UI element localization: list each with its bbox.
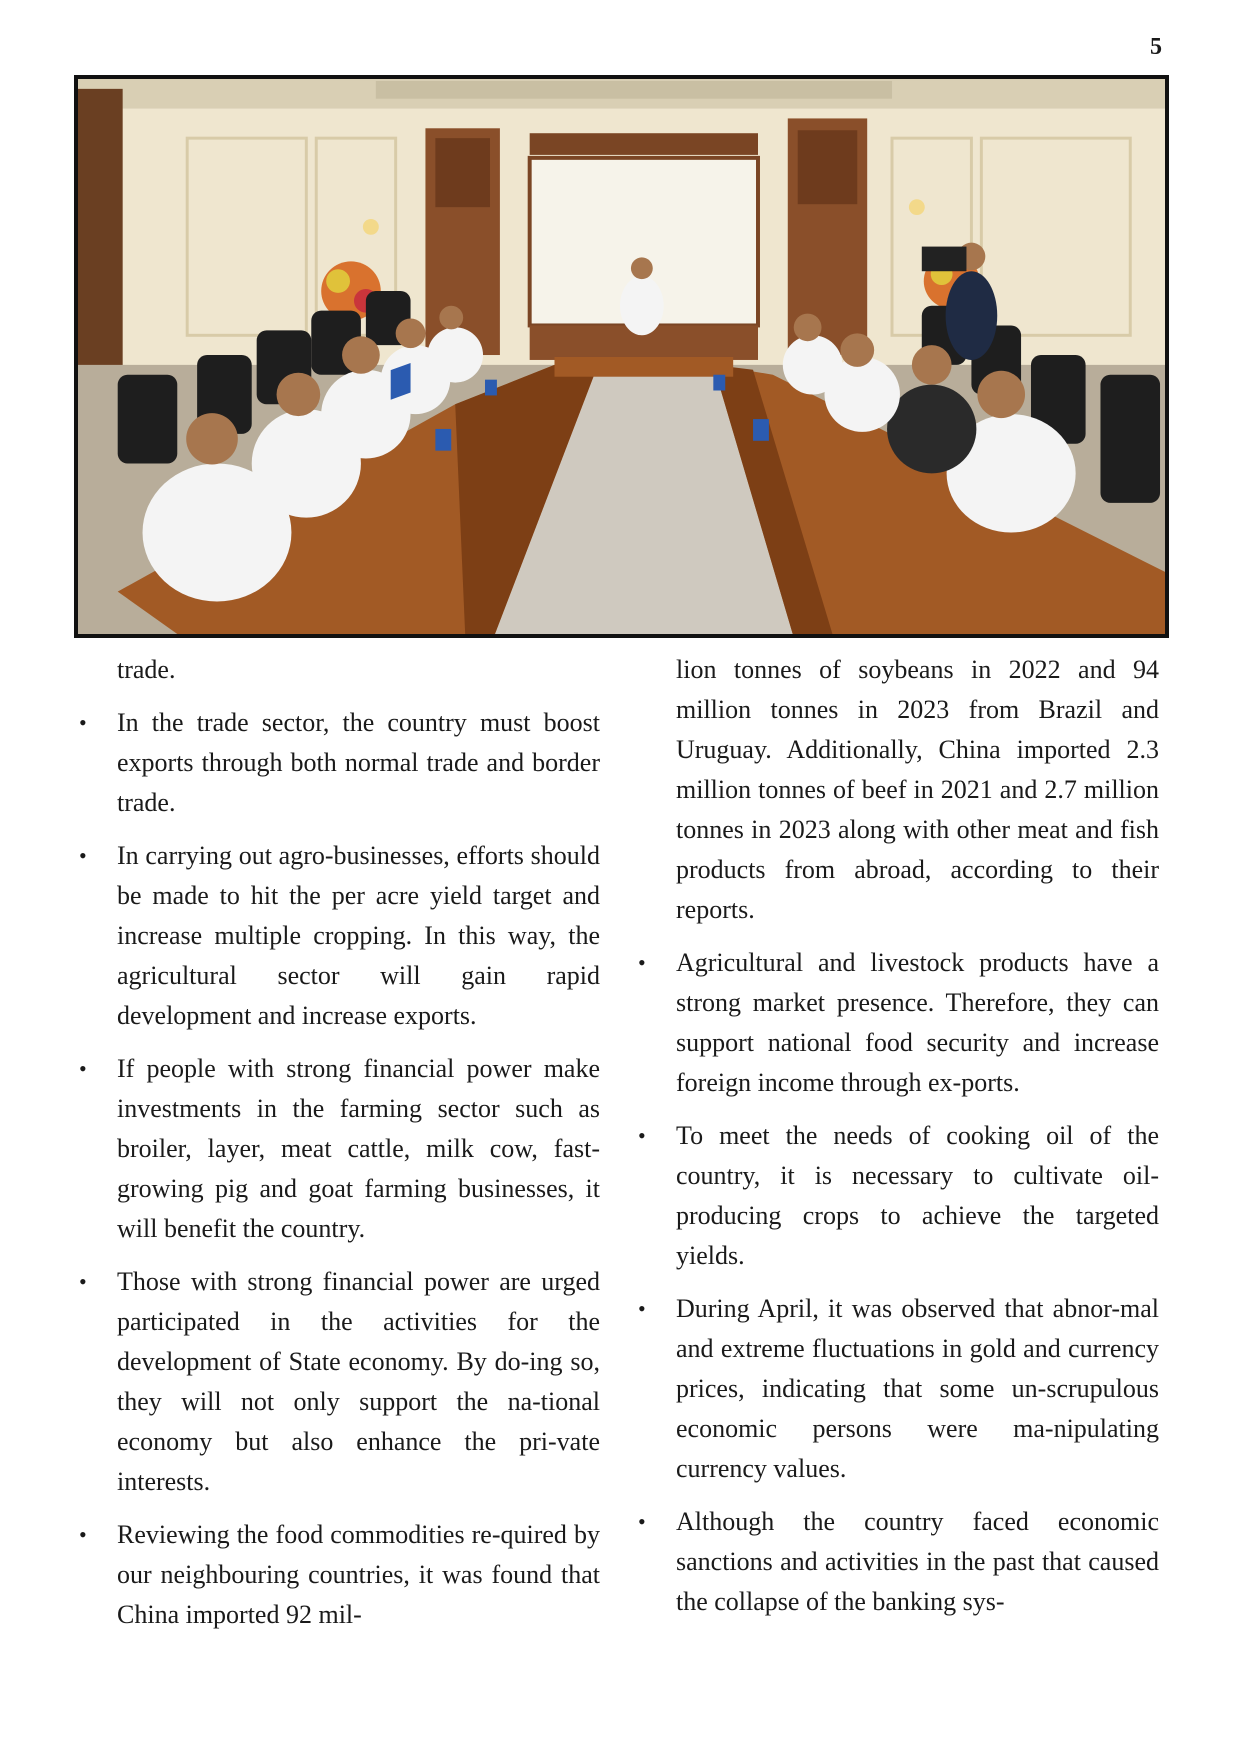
page-number: 5 (1150, 34, 1162, 60)
left-text-column (117, 650, 600, 1648)
bullet-item-market-presence: • Agricultural and livestock products have a strong market presence. Therefore, they can support national food security and increase foreign income through ex-ports. (676, 943, 1159, 1103)
bullet-item-trade-sector: • In the trade sector, the country must boost exports through both normal trade and border trade. (117, 703, 600, 823)
bullet-item-economic-sanctions: • Although the country faced economic sanctions and activities in the past that caused the collapse of the banking sys- (676, 1502, 1159, 1622)
bullet-item-currency-fluctuations: • During April, it was observed that abnor-mal and extreme fluctuations in gold and currency prices, indicating that some un-scrupulous economic persons were ma-nipulating currency values. (676, 1289, 1159, 1489)
bullet-item-farming-investment: • If people with strong financial power make investments in the farming sector such as broiler, layer, meat cattle, milk cow, fast-growing pig and goat farming businesses, it will benefit the country. (117, 1049, 600, 1249)
right-text-column (676, 650, 1159, 1635)
paragraph-continuation: trade. (117, 655, 176, 684)
bullet-item-state-economy: • Those with strong financial power are urged participated in the activities for the development of State economy. By do-ing so, they will not only support the na-tional economy but also enhance the pri-vate interests. (117, 1262, 600, 1502)
meeting-photo-illustration (78, 79, 1165, 634)
bullet-item-cooking-oil: • To meet the needs of cooking oil of the country, it is necessary to cultivate oil-producing crops to achieve the targeted yields. (676, 1116, 1159, 1276)
paragraph-continuation: lion tonnes of soybeans in 2022 and 94 million tonnes in 2023 from Brazil and Uruguay. Additionally, China imported 2.3 million tonnes of beef in 2021 and 2.7 million tonnes in 2023 along with other meat and fish products from abroad, according to their reports. (676, 655, 1159, 924)
bullet-item-agro-businesses: • In carrying out agro-businesses, efforts should be made to hit the per acre yield target and increase multiple cropping. In this way, the agricultural sector will gain rapid development and increase exports. (117, 836, 600, 1036)
bullet-item-food-commodities: • Reviewing the food commodities re-quired by our neighbouring countries, it was found that China imported 92 mil- (117, 1515, 600, 1635)
meeting-room-photo (74, 75, 1169, 638)
